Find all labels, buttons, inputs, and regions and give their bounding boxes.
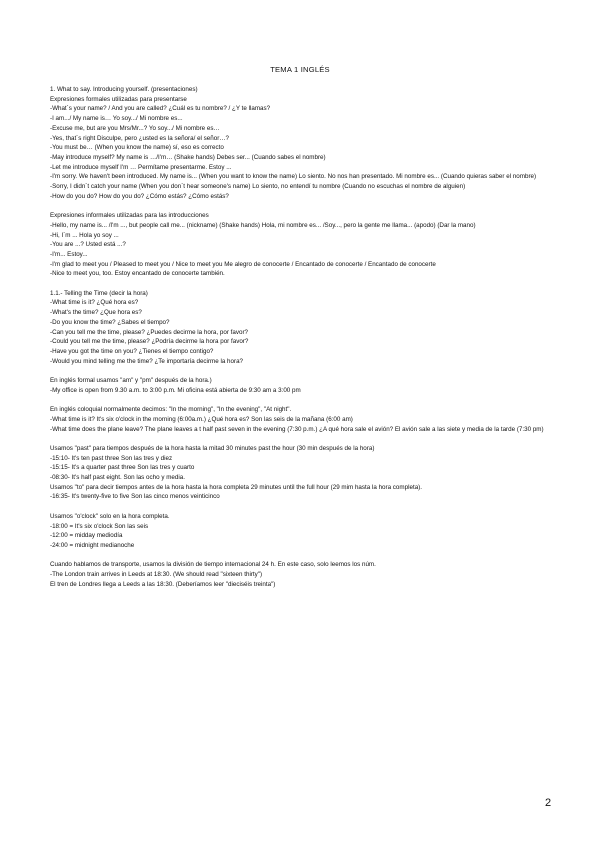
text-line: Usamos "past" para tiempos después de la hora hasta la mitad 30 minutes past the hour (30 min después de la hora) <box>50 444 375 452</box>
text-line: -15:10- It's ten past three Son las tres y diez <box>50 454 173 462</box>
text-line: -Nice to meet you, too. Estoy encantado de conocerte también. <box>50 270 225 278</box>
text-line: -08:30- It's half past eight. Son las ocho y media. <box>50 474 185 482</box>
text-line: -16:35- It's twenty-five to five Son las cinco menos veinticinco <box>50 493 220 501</box>
text-line: -18:00 = It's six o'clock Son las seis <box>50 522 149 530</box>
page-number: 2 <box>545 797 552 809</box>
text-line: -Hello, my name is... /I'm ..., but people call me... (nickname) (Shake hands) Hola, mi nombre es... /Soy..., pero la gente me llama... (apodo) (Dar la mano) <box>50 221 476 229</box>
text-line: -Let me introduce myself I'm … Permítame presentarme. Estoy ... <box>50 163 232 171</box>
text-line: -I'm sorry. We haven't been introduced. My name is... (When you want to know the name) Lo siento. No nos han presentado. Mi nombre es... (Cuando quieras saber el nombre) <box>50 173 537 181</box>
text-line: -Can you tell me the time, please? ¿Puedes decirme la hora, por favor? <box>50 328 249 336</box>
text-line: Expresiones informales utilizadas para las introducciones <box>50 212 209 220</box>
text-line: El tren de Londres llega a Leeds a las 18:30. (Deberíamos leer "dieciséis treinta") <box>50 580 276 588</box>
text-line: -24:00 = midnight medianoche <box>50 541 135 549</box>
text-line: 1.1.- Telling the Time (decir la hora) <box>50 289 148 297</box>
text-line: -Do you know the time? ¿Sabes el tiempo? <box>50 318 170 326</box>
text-line: Usamos "to" para decir tiempos antes de la hora hasta la hora completa 29 minutes until the full hour (29 mim hasta la hora completa). <box>50 483 422 491</box>
text-line: -My office is open from 9.30 a.m. to 3:00 p.m. Mi oficina está abierta de 9:30 am a 3:00 pm <box>50 386 301 394</box>
page-title: TEMA 1 INGLÉS <box>270 65 330 74</box>
text-line: Expresiones formales utilizadas para presentarse <box>50 95 187 103</box>
text-line: -Sorry, I didn´t catch your name (When you don´t hear someone's name) Lo siento, no entendí tu nombre (Cuando no escuchas el nombre de alguien) <box>50 183 466 191</box>
text-line: -What´s your name? / And you are called? ¿Cuál es tu nombre? / ¿Y te llamas? <box>50 105 271 113</box>
text-line: -I'm glad to meet you / Pleased to meet you / Nice to meet you Me alegro de conocerte / Encantado de conocerte / Encantado de conocerte <box>50 260 436 268</box>
text-line: -Hi, I´m ... Hola yo soy ... <box>50 231 119 239</box>
paragraph-gap <box>50 551 562 561</box>
paragraph-gap <box>50 502 562 512</box>
text-line: -Yes, that´s right Disculpe, pero ¿usted es la señora/ el señor…? <box>50 134 230 142</box>
text-line: En inglés formal usamos "am" y "pm" después de la hora.) <box>50 377 212 385</box>
document-body <box>50 85 562 589</box>
text-line: -You must be… (When you know the name) sí, eso es correcto <box>50 144 224 152</box>
text-line: -Could you tell me the time, please? ¿Podría decirme la hora por favor? <box>50 338 249 346</box>
text-line: -What time does the plane leave? The plane leaves a t half past seven in the evening (7:30 p.m.) ¿A qué hora sale el avión? El avión sale a las siete y media de la tarde (7:30 pm) <box>50 425 544 433</box>
text-line: -I am.../ My name is… Yo soy.../ Mi nombre es... <box>50 115 183 123</box>
text-line: -What's the time? ¿Que hora es? <box>50 309 142 317</box>
text-line: -The London train arrives in Leeds at 18:30. (We should read "sixteen thirty") <box>50 571 263 579</box>
text-line: En inglés coloquial normalmente decimos: "In the morning", "In the evening", "At night". <box>50 406 292 414</box>
text-line: -12:00 = midday mediodía <box>50 532 123 540</box>
text-line: -May introduce myself? My name is …/I'm… (Shake hands) Debes ser... (Cuando sabes el nombre) <box>50 153 326 161</box>
paragraph-gap <box>50 201 562 211</box>
paragraph-gap <box>50 395 562 405</box>
paragraph-gap <box>50 366 562 376</box>
text-line: -Have you got the time on you? ¿Tienes el tiempo contigo? <box>50 347 214 355</box>
text-line: Cuando hablamos de transporte, usamos la división de tiempo internacional 24 h. En este caso, solo leemos los núm. <box>50 561 376 569</box>
text-line: -How do you do? How do you do? ¿Cómo estás? ¿Cómo estás? <box>50 192 229 200</box>
paragraph-gap <box>50 434 562 444</box>
text-line: 1. What to say. Introducing yourself. (presentaciones) <box>50 86 198 93</box>
text-line: -Would you mind telling me the time? ¿Te importaría decirme la hora? <box>50 357 244 365</box>
text-line: -What time is it? ¿Qué hora es? <box>50 299 139 307</box>
text-line: -Excuse me, but are you Mrs/Mr...? Yo soy.../ Mi nombre es… <box>50 124 220 132</box>
paragraph-gap <box>50 279 562 289</box>
text-line: -You are ...? Usted está ...? <box>50 241 126 249</box>
text-line: -I'm... Estoy... <box>50 250 88 258</box>
text-line: -What time is it? It's six o'clock in the morning (6:00a.m.) ¿Qué hora es? Son las seis de la mañana (6:00 am) <box>50 415 353 423</box>
text-line: -15:15- It's a quarter past three Son las tres y cuarto <box>50 464 195 472</box>
text-line: Usamos "o'clock" solo en la hora completa. <box>50 512 170 520</box>
